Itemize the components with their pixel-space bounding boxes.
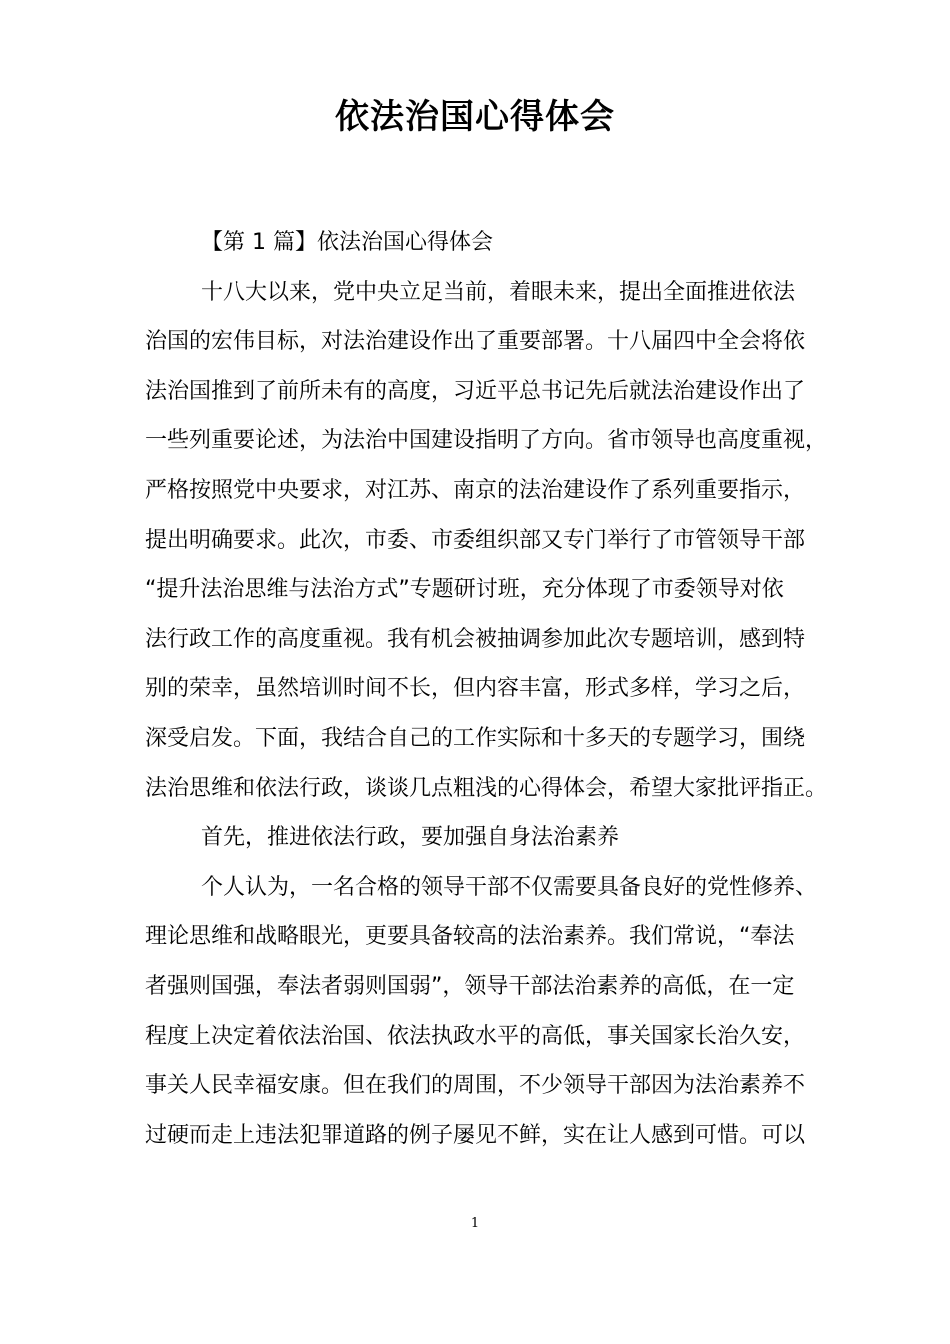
paragraph-line: “提升法治思维与法治方式”专题研讨班，充分体现了市委领导对依 — [145, 577, 784, 603]
paragraph-line: 法治国推到了前所未有的高度，习近平总书记先后就法治建设作出了 — [145, 378, 806, 404]
paragraph-line: 过硬而走上违法犯罪道路的例子屡见不鲜，实在让人感到可惜。可以 — [145, 1122, 806, 1148]
paragraph-line: 事关人民幸福安康。但在我们的周围，不少领导干部因为法治素养不 — [145, 1073, 806, 1099]
paragraph-line: 一些列重要论述，为法治中国建设指明了方向。省市领导也高度重视， — [145, 428, 828, 454]
paragraph-line: 法行政工作的高度重视。我有机会被抽调参加此次专题培训，感到特 — [145, 626, 806, 652]
section-heading: 【第 1 篇】依法治国心得体会 — [201, 230, 493, 255]
paragraph-line: 别的荣幸，虽然培训时间不长，但内容丰富，形式多样，学习之后， — [145, 676, 806, 702]
paragraph-line: 法治思维和依法行政，谈谈几点粗浅的心得体会，希望大家批评指正。 — [145, 775, 828, 801]
paragraph-line: 提出明确要求。此次，市委、市委组织部又专门举行了市管领导干部 — [145, 527, 806, 553]
paragraph-line: 治国的宏伟目标，对法治建设作出了重要部署。十八届四中全会将依 — [145, 329, 806, 355]
paragraph-line: 理论思维和战略眼光，更要具备较高的法治素养。我们常说，“奉法 — [145, 924, 795, 950]
paragraph-line: 十八大以来，党中央立足当前，着眼未来，提出全面推进依法 — [201, 279, 796, 305]
paragraph-line: 者强则国强，奉法者弱则国弱”，领导干部法治素养的高低，在一定 — [145, 973, 795, 999]
paragraph-line: 深受启发。下面，我结合自己的工作实际和十多天的专题学习，围绕 — [145, 725, 806, 751]
subheading-line: 首先，推进依法行政，要加强自身法治素养 — [201, 825, 620, 851]
paragraph-line: 个人认为，一名合格的领导干部不仅需要具备良好的党性修养、 — [201, 874, 818, 900]
document-body — [145, 218, 828, 1160]
document-title: 依法治国心得体会 — [335, 97, 615, 137]
page-number: 1 — [470, 1216, 480, 1231]
paragraph-line: 程度上决定着依法治国、依法执政水平的高低，事关国家长治久安， — [145, 1023, 806, 1049]
paragraph-line: 严格按照党中央要求，对江苏、南京的法治建设作了系列重要指示， — [145, 477, 806, 503]
